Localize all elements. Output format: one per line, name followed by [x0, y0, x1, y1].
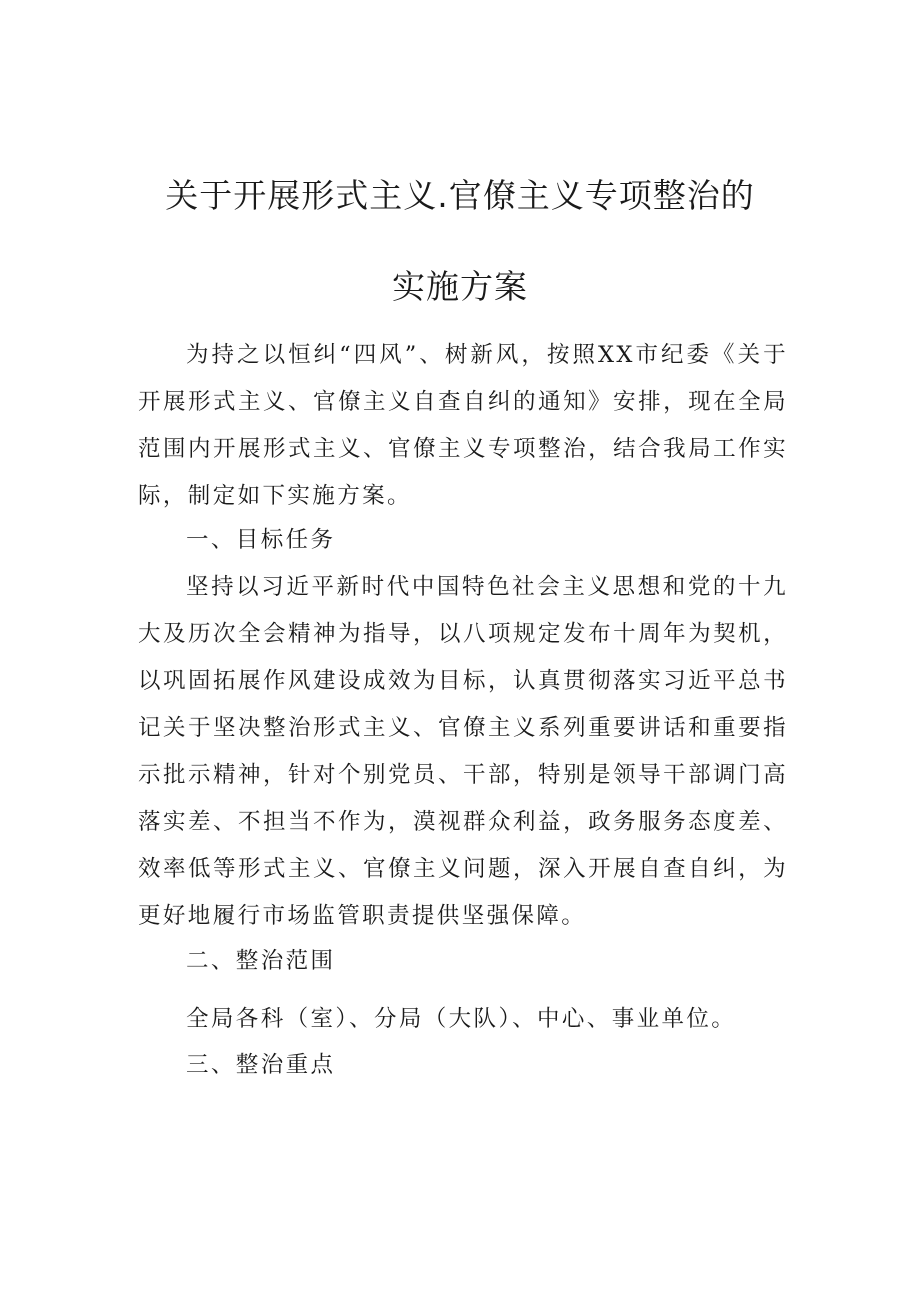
section-2-paragraph: 全局各科（室）、分局（大队）、中心、事业单位。	[186, 1006, 737, 1032]
section-3-heading: 三、整治重点	[186, 1052, 336, 1078]
section-2-heading: 二、整治范围	[186, 948, 336, 974]
section-1-heading: 一、目标任务	[186, 527, 336, 553]
section-1-paragraph: 坚持以习近平新时代中国特色社会主义思想和党的十九大及历次全会精神为指导，以八项规定发布十周年为契机，以巩固拓展作风建设成效为目标，认真贯彻落实习近平总书记关于坚决整治形式主义、官僚主义系列重要讲话和重要指示批示精神，针对个别党员、干部，特别是领导干部调门高落实差、不担当不作为，漠视群众利益，政务服务态度差、效率低等形式主义、官僚主义问题，深入开展自查自纠，为更好地履行市场监管职责提供坚强保障。	[138, 574, 788, 929]
section-3	[138, 1042, 788, 1089]
section-1-body-block	[138, 564, 788, 940]
intro-block	[138, 332, 788, 520]
document-title-line-2: 实施方案	[392, 267, 528, 306]
intro-paragraph: 为持之以恒纠“四风”、树新风，按照XX市纪委《关于开展形式主义、官僚主义自查自纠的通知》安排，现在全局范围内开展形式主义、官僚主义专项整治，结合我局工作实际，制定如下实施方案。	[138, 342, 788, 509]
section-1	[138, 517, 788, 564]
document-title-line-1: 关于开展形式主义.官僚主义专项整治的	[165, 176, 755, 215]
section-2-body-block	[138, 996, 788, 1043]
section-2	[138, 938, 788, 985]
